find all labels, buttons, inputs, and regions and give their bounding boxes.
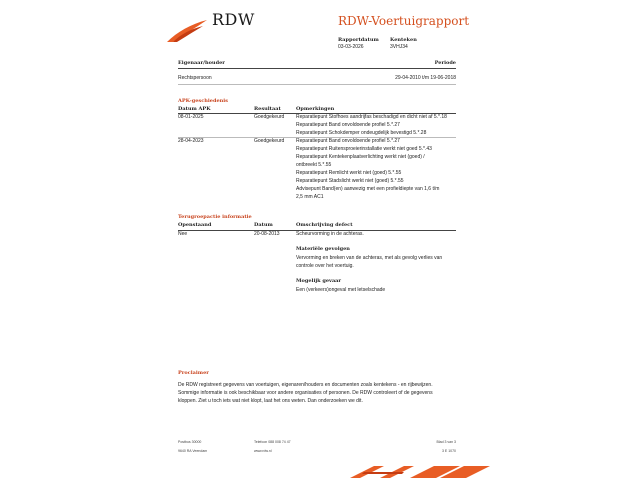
recall-col-status: Openstaand — [178, 222, 212, 228]
remark-line: Reparatiepunt Schokdemper ondeugdelijk bevestigd 5.*.28 — [296, 130, 427, 136]
recall-col-desc: Omschrijving defect — [296, 222, 353, 228]
remark-line: Reparatiepunt Ruitensproeierinstallatie werkt niet goed 5.*.43 — [296, 146, 432, 152]
apk-result-2: Goedgekeurd — [254, 138, 285, 144]
apk-col-result: Resultaat — [254, 106, 281, 112]
footer-ref: 3 E 1070 — [441, 449, 456, 453]
apk-col-remarks: Opmerkingen — [296, 106, 335, 112]
remark-line: ontbreekt 5.*.55 — [296, 162, 332, 168]
remark-line: 2,5 mm AC1 — [296, 194, 324, 200]
rapportdatum-value: 03-03-2026 — [338, 44, 364, 50]
apk-date-1: 08-01-2025 — [178, 114, 204, 120]
recall-col-date: Datum — [254, 222, 273, 228]
rapportdatum-label: Rapportdatum — [338, 37, 379, 43]
disclaimer-line: Sommige informatie is ook beschikbaar voor andere organisaties of personen. De RDW controleert of de gegevens — [178, 390, 433, 396]
kenteken-label: Kenteken — [390, 37, 417, 43]
apk-heading: APK-geschiedenis — [178, 98, 228, 104]
owner-heading: Eigenaar/houder — [178, 60, 225, 66]
owner-period: 29-04-2010 t/m 19-06-2018 — [395, 75, 456, 81]
footer-postcode: 9640 RA Veendam — [178, 449, 208, 453]
footer-phone: Telefoon 088 008 74 47 — [254, 440, 291, 444]
recall-date: 20-08-2013 — [254, 231, 280, 237]
recall-status: Nee — [178, 231, 188, 237]
disclaimer-heading: Proclaimer — [178, 370, 209, 376]
period-heading: Periode — [434, 60, 456, 66]
disclaimer-text — [178, 381, 456, 405]
owner-rule — [178, 68, 456, 69]
footer-website[interactable]: www.rdw.nl — [254, 449, 272, 453]
remark-line: Advisepunt Band(en) aanwezig met een profieldiepte van 1,6 t/m — [296, 186, 440, 192]
danger-text: Een (verkeers)ongeval met letselschade — [296, 287, 386, 293]
remark-line: Reparatiepunt Band onvoldoende profiel 5.*.27 — [296, 122, 400, 128]
remedy-line: controle over het voertuig. — [296, 263, 354, 269]
danger-label: Mogelijk gevaar — [296, 278, 342, 284]
report-title: RDW-Voertuigrapport — [338, 14, 470, 28]
apk-remarks-2 — [296, 145, 456, 201]
remark-line: Reparatiepunt Stofhoes aandrijfas beschadigd en dicht niet af 5.*.18 — [296, 114, 447, 120]
remark-line: Reparatiepunt Band onvoldoende profiel 5.*.27 — [296, 138, 400, 144]
remark-line: Reparatiepunt Stadslicht werkt niet (goed) 5.*.55 — [296, 178, 404, 184]
apk-result-1: Goedgekeurd — [254, 114, 285, 120]
disclaimer-line: kloppen. Ziet u toch iets wat niet klopt, laat het ons weten. Dan onderzoeken we dit. — [178, 398, 363, 404]
apk-date-2: 28-04-2023 — [178, 138, 204, 144]
footer-postbus: Postbus 30000 — [178, 440, 202, 444]
recall-desc: Scheurvorming in de achteras. — [296, 231, 364, 237]
apk-col-date: Datum APK — [178, 106, 211, 112]
apk-row-rule — [178, 137, 456, 138]
rdw-logo-icon — [165, 18, 209, 44]
kenteken-value: 3VHJ34 — [390, 44, 408, 50]
decorative-stripes-icon — [344, 464, 494, 480]
remedy-label: Materiële gevolgen — [296, 246, 350, 252]
remedy-line: Vervorming en breken van de achteras, met als gevolg verlies van — [296, 255, 443, 261]
remark-line: Reparatiepunt Remlicht werkt niet (goed) 5.*.55 — [296, 170, 402, 176]
remark-line: Reparatiepunt Kentekenplaatverlichting werkt niet (goed) / — [296, 154, 425, 160]
owner-row-rule — [178, 84, 456, 85]
disclaimer-line: De RDW registreert gegevens van voertuigen, eigenaren/houders en documenten zoals kentekens - en rijbewijzen. — [178, 382, 433, 388]
recall-heading: Terugroepactie informatie — [178, 214, 252, 220]
footer-page: Blad 3 van 3 — [436, 440, 456, 444]
owner-value: Rechtspersoon — [178, 75, 212, 81]
brand-name: RDW — [212, 10, 255, 29]
remedy-text — [296, 254, 456, 270]
apk-remarks-1 — [296, 113, 456, 145]
